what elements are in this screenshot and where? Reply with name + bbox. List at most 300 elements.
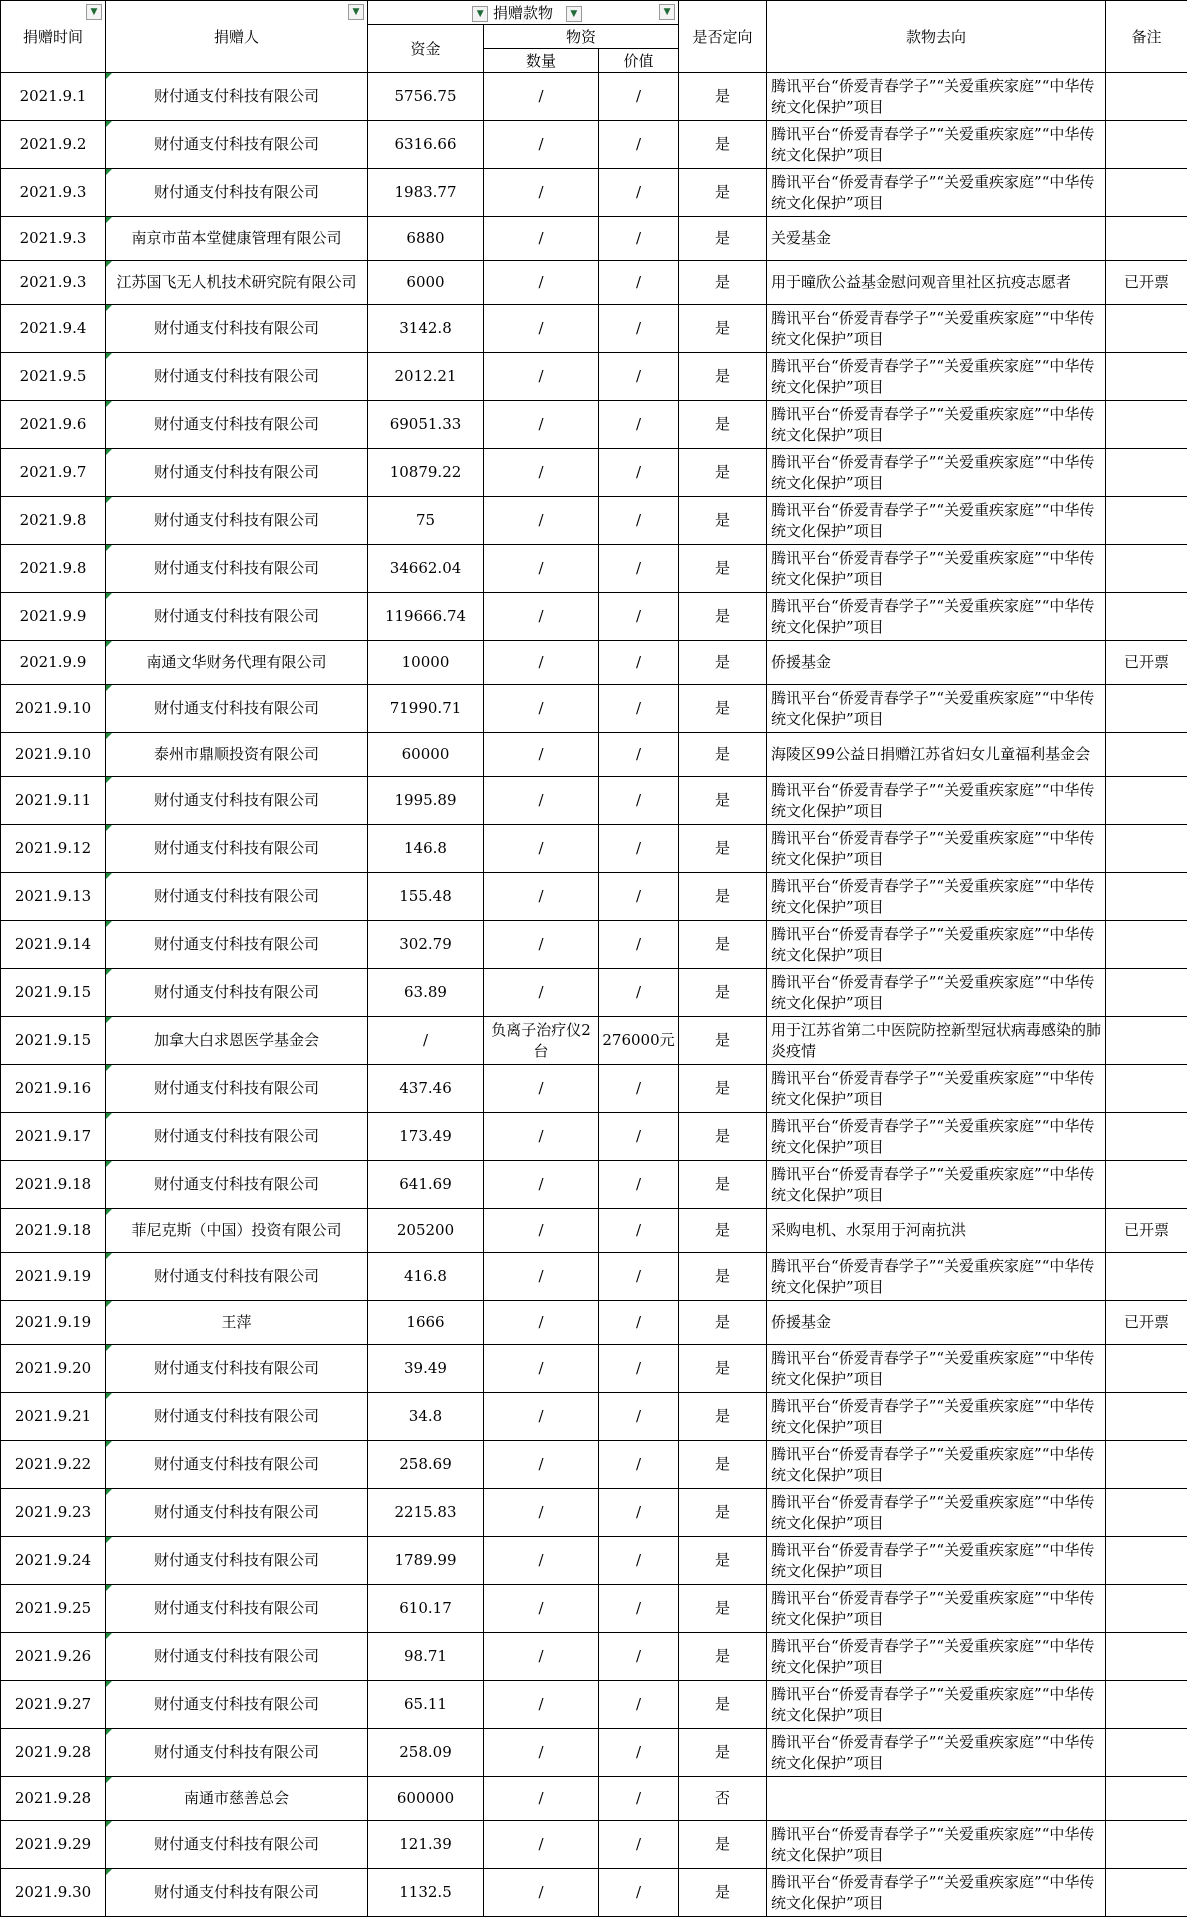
cell-remarks[interactable] <box>1106 1345 1187 1393</box>
cell-value[interactable]: / <box>599 1869 679 1917</box>
cell-value[interactable]: / <box>599 1633 679 1681</box>
cell-remarks[interactable] <box>1106 305 1187 353</box>
cell-value[interactable]: / <box>599 1065 679 1113</box>
cell-quantity[interactable]: / <box>484 873 599 921</box>
cell-date[interactable]: 2021.9.19 <box>1 1253 106 1301</box>
cell-value[interactable]: / <box>599 217 679 261</box>
cell-quantity[interactable]: / <box>484 1301 599 1345</box>
cell-value[interactable]: / <box>599 1777 679 1821</box>
cell-date[interactable]: 2021.9.28 <box>1 1729 106 1777</box>
cell-quantity[interactable]: / <box>484 1729 599 1777</box>
cell-date[interactable]: 2021.9.24 <box>1 1537 106 1585</box>
cell-donor[interactable]: 南通市慈善总会 <box>106 1777 368 1821</box>
cell-funds[interactable]: 69051.33 <box>368 401 484 449</box>
cell-value[interactable]: / <box>599 1345 679 1393</box>
header-value[interactable]: 价值 <box>599 49 679 73</box>
cell-remarks[interactable]: 已开票 <box>1106 261 1187 305</box>
cell-remarks[interactable] <box>1106 1017 1187 1065</box>
cell-funds[interactable]: 10000 <box>368 641 484 685</box>
cell-funds[interactable]: 302.79 <box>368 921 484 969</box>
cell-destination[interactable]: 侨援基金 <box>767 641 1106 685</box>
cell-value[interactable]: / <box>599 73 679 121</box>
cell-value[interactable]: / <box>599 1253 679 1301</box>
cell-destination[interactable]: 腾讯平台“侨爱青春学子”“关爱重疾家庭”“中华传统文化保护”项目 <box>767 1729 1106 1777</box>
cell-donor[interactable]: 财付通支付科技有限公司 <box>106 685 368 733</box>
cell-quantity[interactable]: / <box>484 593 599 641</box>
cell-quantity[interactable]: / <box>484 305 599 353</box>
cell-directed[interactable]: 是 <box>679 733 767 777</box>
header-quantity[interactable]: 数量 <box>484 49 599 73</box>
header-funds[interactable]: 资金 <box>368 25 484 73</box>
cell-quantity[interactable]: / <box>484 1393 599 1441</box>
cell-remarks[interactable] <box>1106 449 1187 497</box>
cell-quantity[interactable]: / <box>484 1161 599 1209</box>
cell-remarks[interactable] <box>1106 1489 1187 1537</box>
cell-quantity[interactable]: / <box>484 1869 599 1917</box>
cell-remarks[interactable] <box>1106 685 1187 733</box>
cell-funds[interactable]: 1789.99 <box>368 1537 484 1585</box>
cell-destination[interactable]: 腾讯平台“侨爱青春学子”“关爱重疾家庭”“中华传统文化保护”项目 <box>767 1065 1106 1113</box>
cell-directed[interactable]: 是 <box>679 1821 767 1869</box>
cell-directed[interactable]: 是 <box>679 1869 767 1917</box>
cell-directed[interactable]: 是 <box>679 1393 767 1441</box>
cell-quantity[interactable]: / <box>484 921 599 969</box>
cell-remarks[interactable]: 已开票 <box>1106 641 1187 685</box>
filter-dropdown-icon[interactable]: ▼ <box>86 4 102 20</box>
cell-funds[interactable]: 63.89 <box>368 969 484 1017</box>
cell-value[interactable]: / <box>599 1821 679 1869</box>
cell-remarks[interactable] <box>1106 825 1187 873</box>
cell-quantity[interactable]: / <box>484 1777 599 1821</box>
cell-remarks[interactable] <box>1106 1729 1187 1777</box>
cell-donor[interactable]: 财付通支付科技有限公司 <box>106 449 368 497</box>
cell-quantity[interactable]: / <box>484 497 599 545</box>
cell-value[interactable]: 276000元 <box>599 1017 679 1065</box>
cell-date[interactable]: 2021.9.7 <box>1 449 106 497</box>
cell-donor[interactable]: 泰州市鼎顺投资有限公司 <box>106 733 368 777</box>
cell-remarks[interactable] <box>1106 1633 1187 1681</box>
cell-directed[interactable]: 是 <box>679 969 767 1017</box>
cell-value[interactable]: / <box>599 545 679 593</box>
cell-funds[interactable]: 1132.5 <box>368 1869 484 1917</box>
cell-funds[interactable]: 98.71 <box>368 1633 484 1681</box>
cell-value[interactable]: / <box>599 825 679 873</box>
cell-donor[interactable]: 财付通支付科技有限公司 <box>106 1489 368 1537</box>
cell-directed[interactable]: 是 <box>679 641 767 685</box>
cell-remarks[interactable] <box>1106 1869 1187 1917</box>
cell-destination[interactable]: 关爱基金 <box>767 217 1106 261</box>
cell-donor[interactable]: 财付通支付科技有限公司 <box>106 777 368 825</box>
cell-value[interactable]: / <box>599 593 679 641</box>
cell-directed[interactable]: 是 <box>679 545 767 593</box>
cell-directed[interactable]: 是 <box>679 261 767 305</box>
cell-destination[interactable]: 采购电机、水泵用于河南抗洪 <box>767 1209 1106 1253</box>
cell-date[interactable]: 2021.9.26 <box>1 1633 106 1681</box>
cell-destination[interactable]: 腾讯平台“侨爱青春学子”“关爱重疾家庭”“中华传统文化保护”项目 <box>767 593 1106 641</box>
cell-date[interactable]: 2021.9.3 <box>1 261 106 305</box>
cell-donor[interactable]: 财付通支付科技有限公司 <box>106 593 368 641</box>
cell-remarks[interactable]: 已开票 <box>1106 1301 1187 1345</box>
cell-funds[interactable]: / <box>368 1017 484 1065</box>
cell-destination[interactable]: 腾讯平台“侨爱青春学子”“关爱重疾家庭”“中华传统文化保护”项目 <box>767 449 1106 497</box>
cell-funds[interactable]: 3142.8 <box>368 305 484 353</box>
cell-quantity[interactable]: / <box>484 1441 599 1489</box>
cell-destination[interactable]: 腾讯平台“侨爱青春学子”“关爱重疾家庭”“中华传统文化保护”项目 <box>767 497 1106 545</box>
cell-quantity[interactable]: / <box>484 641 599 685</box>
cell-quantity[interactable]: / <box>484 261 599 305</box>
cell-remarks[interactable] <box>1106 1821 1187 1869</box>
cell-date[interactable]: 2021.9.23 <box>1 1489 106 1537</box>
cell-destination[interactable]: 腾讯平台“侨爱青春学子”“关爱重疾家庭”“中华传统文化保护”项目 <box>767 1161 1106 1209</box>
cell-donor[interactable]: 财付通支付科技有限公司 <box>106 1065 368 1113</box>
cell-donor[interactable]: 财付通支付科技有限公司 <box>106 1869 368 1917</box>
cell-directed[interactable]: 是 <box>679 1729 767 1777</box>
cell-donor[interactable]: 财付通支付科技有限公司 <box>106 1113 368 1161</box>
cell-quantity[interactable]: / <box>484 1585 599 1633</box>
cell-funds[interactable]: 6000 <box>368 261 484 305</box>
cell-quantity[interactable]: / <box>484 1345 599 1393</box>
cell-value[interactable]: / <box>599 1537 679 1585</box>
cell-destination[interactable] <box>767 1777 1106 1821</box>
cell-destination[interactable]: 用于江苏省第二中医院防控新型冠状病毒感染的肺炎疫情 <box>767 1017 1106 1065</box>
cell-remarks[interactable] <box>1106 169 1187 217</box>
cell-remarks[interactable] <box>1106 121 1187 169</box>
cell-remarks[interactable] <box>1106 1681 1187 1729</box>
cell-value[interactable]: / <box>599 169 679 217</box>
cell-destination[interactable]: 腾讯平台“侨爱青春学子”“关爱重疾家庭”“中华传统文化保护”项目 <box>767 545 1106 593</box>
cell-destination[interactable]: 腾讯平台“侨爱青春学子”“关爱重疾家庭”“中华传统文化保护”项目 <box>767 1821 1106 1869</box>
header-goods[interactable]: 物资 <box>484 25 679 49</box>
cell-value[interactable]: / <box>599 1209 679 1253</box>
cell-value[interactable]: / <box>599 1681 679 1729</box>
cell-date[interactable]: 2021.9.5 <box>1 353 106 401</box>
cell-funds[interactable]: 600000 <box>368 1777 484 1821</box>
cell-date[interactable]: 2021.9.8 <box>1 545 106 593</box>
cell-date[interactable]: 2021.9.21 <box>1 1393 106 1441</box>
cell-directed[interactable]: 是 <box>679 1489 767 1537</box>
cell-quantity[interactable]: / <box>484 969 599 1017</box>
cell-value[interactable]: / <box>599 1729 679 1777</box>
cell-directed[interactable]: 是 <box>679 1633 767 1681</box>
cell-funds[interactable]: 121.39 <box>368 1821 484 1869</box>
cell-date[interactable]: 2021.9.12 <box>1 825 106 873</box>
cell-date[interactable]: 2021.9.13 <box>1 873 106 921</box>
cell-remarks[interactable] <box>1106 777 1187 825</box>
cell-value[interactable]: / <box>599 401 679 449</box>
cell-remarks[interactable] <box>1106 1253 1187 1301</box>
cell-destination[interactable]: 腾讯平台“侨爱青春学子”“关爱重疾家庭”“中华传统文化保护”项目 <box>767 1345 1106 1393</box>
cell-donor[interactable]: 财付通支付科技有限公司 <box>106 1537 368 1585</box>
cell-directed[interactable]: 否 <box>679 1777 767 1821</box>
cell-funds[interactable]: 610.17 <box>368 1585 484 1633</box>
cell-remarks[interactable] <box>1106 1777 1187 1821</box>
cell-destination[interactable]: 腾讯平台“侨爱青春学子”“关爱重疾家庭”“中华传统文化保护”项目 <box>767 969 1106 1017</box>
cell-directed[interactable]: 是 <box>679 825 767 873</box>
filter-dropdown-icon[interactable]: ▼ <box>348 4 364 20</box>
cell-quantity[interactable]: / <box>484 545 599 593</box>
cell-destination[interactable]: 腾讯平台“侨爱青春学子”“关爱重疾家庭”“中华传统文化保护”项目 <box>767 1537 1106 1585</box>
cell-value[interactable]: / <box>599 777 679 825</box>
cell-donor[interactable]: 财付通支付科技有限公司 <box>106 1681 368 1729</box>
cell-directed[interactable]: 是 <box>679 777 767 825</box>
cell-remarks[interactable] <box>1106 1113 1187 1161</box>
cell-destination[interactable]: 腾讯平台“侨爱青春学子”“关爱重疾家庭”“中华传统文化保护”项目 <box>767 1869 1106 1917</box>
header-remarks[interactable]: 备注 <box>1106 1 1187 73</box>
cell-funds[interactable]: 39.49 <box>368 1345 484 1393</box>
cell-date[interactable]: 2021.9.1 <box>1 73 106 121</box>
cell-date[interactable]: 2021.9.8 <box>1 497 106 545</box>
cell-quantity[interactable]: 负离子治疗仪2台 <box>484 1017 599 1065</box>
cell-value[interactable]: / <box>599 305 679 353</box>
cell-funds[interactable]: 6316.66 <box>368 121 484 169</box>
cell-remarks[interactable] <box>1106 1065 1187 1113</box>
cell-date[interactable]: 2021.9.19 <box>1 1301 106 1345</box>
cell-destination[interactable]: 腾讯平台“侨爱青春学子”“关爱重疾家庭”“中华传统文化保护”项目 <box>767 1489 1106 1537</box>
cell-funds[interactable]: 416.8 <box>368 1253 484 1301</box>
cell-donor[interactable]: 财付通支付科技有限公司 <box>106 497 368 545</box>
cell-directed[interactable]: 是 <box>679 593 767 641</box>
cell-funds[interactable]: 1995.89 <box>368 777 484 825</box>
cell-value[interactable]: / <box>599 921 679 969</box>
cell-remarks[interactable] <box>1106 497 1187 545</box>
header-directed[interactable]: 是否定向 <box>679 1 767 73</box>
cell-directed[interactable]: 是 <box>679 1681 767 1729</box>
cell-donor[interactable]: 财付通支付科技有限公司 <box>106 73 368 121</box>
cell-funds[interactable]: 6880 <box>368 217 484 261</box>
cell-directed[interactable]: 是 <box>679 1017 767 1065</box>
cell-donor[interactable]: 财付通支付科技有限公司 <box>106 1821 368 1869</box>
cell-donor[interactable]: 财付通支付科技有限公司 <box>106 1161 368 1209</box>
cell-directed[interactable]: 是 <box>679 169 767 217</box>
cell-directed[interactable]: 是 <box>679 1301 767 1345</box>
cell-funds[interactable]: 71990.71 <box>368 685 484 733</box>
cell-date[interactable]: 2021.9.17 <box>1 1113 106 1161</box>
cell-donor[interactable]: 财付通支付科技有限公司 <box>106 305 368 353</box>
cell-donor[interactable]: 财付通支付科技有限公司 <box>106 1729 368 1777</box>
cell-value[interactable]: / <box>599 1393 679 1441</box>
cell-remarks[interactable] <box>1106 73 1187 121</box>
cell-donor[interactable]: 王萍 <box>106 1301 368 1345</box>
cell-remarks[interactable] <box>1106 545 1187 593</box>
cell-remarks[interactable] <box>1106 217 1187 261</box>
cell-destination[interactable]: 腾讯平台“侨爱青春学子”“关爱重疾家庭”“中华传统文化保护”项目 <box>767 169 1106 217</box>
cell-date[interactable]: 2021.9.10 <box>1 685 106 733</box>
cell-funds[interactable]: 2012.21 <box>368 353 484 401</box>
filter-dropdown-icon[interactable]: ▼ <box>659 4 675 20</box>
cell-quantity[interactable]: / <box>484 1113 599 1161</box>
cell-directed[interactable]: 是 <box>679 685 767 733</box>
cell-funds[interactable]: 10879.22 <box>368 449 484 497</box>
cell-directed[interactable]: 是 <box>679 1537 767 1585</box>
filter-dropdown-icon[interactable]: ▼ <box>472 6 488 22</box>
cell-directed[interactable]: 是 <box>679 873 767 921</box>
cell-funds[interactable]: 205200 <box>368 1209 484 1253</box>
cell-quantity[interactable]: / <box>484 121 599 169</box>
cell-quantity[interactable]: / <box>484 169 599 217</box>
cell-donor[interactable]: 财付通支付科技有限公司 <box>106 1253 368 1301</box>
cell-date[interactable]: 2021.9.27 <box>1 1681 106 1729</box>
cell-value[interactable]: / <box>599 1301 679 1345</box>
cell-quantity[interactable]: / <box>484 685 599 733</box>
cell-date[interactable]: 2021.9.3 <box>1 169 106 217</box>
cell-destination[interactable]: 腾讯平台“侨爱青春学子”“关爱重疾家庭”“中华传统文化保护”项目 <box>767 825 1106 873</box>
cell-destination[interactable]: 腾讯平台“侨爱青春学子”“关爱重疾家庭”“中华传统文化保护”项目 <box>767 1441 1106 1489</box>
cell-directed[interactable]: 是 <box>679 1209 767 1253</box>
cell-value[interactable]: / <box>599 121 679 169</box>
cell-donor[interactable]: 财付通支付科技有限公司 <box>106 545 368 593</box>
cell-value[interactable]: / <box>599 1161 679 1209</box>
cell-date[interactable]: 2021.9.9 <box>1 641 106 685</box>
cell-directed[interactable]: 是 <box>679 449 767 497</box>
cell-funds[interactable]: 34.8 <box>368 1393 484 1441</box>
cell-remarks[interactable] <box>1106 593 1187 641</box>
cell-date[interactable]: 2021.9.4 <box>1 305 106 353</box>
cell-date[interactable]: 2021.9.9 <box>1 593 106 641</box>
cell-quantity[interactable]: / <box>484 1633 599 1681</box>
cell-destination[interactable]: 腾讯平台“侨爱青春学子”“关爱重疾家庭”“中华传统文化保护”项目 <box>767 121 1106 169</box>
cell-directed[interactable]: 是 <box>679 73 767 121</box>
cell-donor[interactable]: 财付通支付科技有限公司 <box>106 1633 368 1681</box>
cell-funds[interactable]: 34662.04 <box>368 545 484 593</box>
cell-directed[interactable]: 是 <box>679 1065 767 1113</box>
cell-quantity[interactable]: / <box>484 1681 599 1729</box>
cell-directed[interactable]: 是 <box>679 401 767 449</box>
cell-directed[interactable]: 是 <box>679 1113 767 1161</box>
cell-quantity[interactable]: / <box>484 217 599 261</box>
cell-directed[interactable]: 是 <box>679 217 767 261</box>
cell-value[interactable]: / <box>599 733 679 777</box>
cell-destination[interactable]: 海陵区99公益日捐赠江苏省妇女儿童福利基金会 <box>767 733 1106 777</box>
cell-value[interactable]: / <box>599 449 679 497</box>
header-donation-group[interactable]: ▼ 捐赠款物 ▼ ▼ <box>368 1 679 25</box>
cell-quantity[interactable]: / <box>484 401 599 449</box>
cell-quantity[interactable]: / <box>484 1065 599 1113</box>
cell-destination[interactable]: 腾讯平台“侨爱青春学子”“关爱重疾家庭”“中华传统文化保护”项目 <box>767 401 1106 449</box>
cell-donor[interactable]: 财付通支付科技有限公司 <box>106 401 368 449</box>
cell-destination[interactable]: 腾讯平台“侨爱青春学子”“关爱重疾家庭”“中华传统文化保护”项目 <box>767 73 1106 121</box>
cell-quantity[interactable]: / <box>484 777 599 825</box>
cell-quantity[interactable]: / <box>484 1821 599 1869</box>
cell-date[interactable]: 2021.9.30 <box>1 1869 106 1917</box>
cell-quantity[interactable]: / <box>484 73 599 121</box>
cell-donor[interactable]: 财付通支付科技有限公司 <box>106 921 368 969</box>
cell-destination[interactable]: 腾讯平台“侨爱青春学子”“关爱重疾家庭”“中华传统文化保护”项目 <box>767 305 1106 353</box>
cell-date[interactable]: 2021.9.2 <box>1 121 106 169</box>
cell-funds[interactable]: 119666.74 <box>368 593 484 641</box>
cell-date[interactable]: 2021.9.15 <box>1 1017 106 1065</box>
cell-value[interactable]: / <box>599 353 679 401</box>
cell-donor[interactable]: 财付通支付科技有限公司 <box>106 169 368 217</box>
cell-funds[interactable]: 146.8 <box>368 825 484 873</box>
cell-value[interactable]: / <box>599 1441 679 1489</box>
cell-value[interactable]: / <box>599 497 679 545</box>
cell-directed[interactable]: 是 <box>679 497 767 545</box>
cell-quantity[interactable]: / <box>484 449 599 497</box>
cell-remarks[interactable]: 已开票 <box>1106 1209 1187 1253</box>
cell-date[interactable]: 2021.9.18 <box>1 1209 106 1253</box>
cell-quantity[interactable]: / <box>484 1489 599 1537</box>
cell-date[interactable]: 2021.9.22 <box>1 1441 106 1489</box>
cell-remarks[interactable] <box>1106 1161 1187 1209</box>
cell-destination[interactable]: 腾讯平台“侨爱青春学子”“关爱重疾家庭”“中华传统文化保护”项目 <box>767 1585 1106 1633</box>
cell-destination[interactable]: 腾讯平台“侨爱青春学子”“关爱重疾家庭”“中华传统文化保护”项目 <box>767 1113 1106 1161</box>
cell-donor[interactable]: 南通文华财务代理有限公司 <box>106 641 368 685</box>
cell-destination[interactable]: 腾讯平台“侨爱青春学子”“关爱重疾家庭”“中华传统文化保护”项目 <box>767 1393 1106 1441</box>
cell-remarks[interactable] <box>1106 401 1187 449</box>
cell-quantity[interactable]: / <box>484 353 599 401</box>
cell-destination[interactable]: 腾讯平台“侨爱青春学子”“关爱重疾家庭”“中华传统文化保护”项目 <box>767 685 1106 733</box>
cell-funds[interactable]: 258.69 <box>368 1441 484 1489</box>
cell-date[interactable]: 2021.9.6 <box>1 401 106 449</box>
cell-date[interactable]: 2021.9.18 <box>1 1161 106 1209</box>
cell-quantity[interactable]: / <box>484 825 599 873</box>
cell-funds[interactable]: 258.09 <box>368 1729 484 1777</box>
header-donor[interactable]: ▼ 捐赠人 <box>106 1 368 73</box>
cell-funds[interactable]: 2215.83 <box>368 1489 484 1537</box>
cell-destination[interactable]: 腾讯平台“侨爱青春学子”“关爱重疾家庭”“中华传统文化保护”项目 <box>767 1633 1106 1681</box>
cell-date[interactable]: 2021.9.28 <box>1 1777 106 1821</box>
cell-funds[interactable]: 1666 <box>368 1301 484 1345</box>
filter-dropdown-icon[interactable]: ▼ <box>566 6 582 22</box>
cell-value[interactable]: / <box>599 1585 679 1633</box>
cell-value[interactable]: / <box>599 1489 679 1537</box>
cell-funds[interactable]: 1983.77 <box>368 169 484 217</box>
cell-directed[interactable]: 是 <box>679 1161 767 1209</box>
cell-date[interactable]: 2021.9.20 <box>1 1345 106 1393</box>
cell-donor[interactable]: 财付通支付科技有限公司 <box>106 969 368 1017</box>
cell-remarks[interactable] <box>1106 921 1187 969</box>
cell-date[interactable]: 2021.9.29 <box>1 1821 106 1869</box>
cell-remarks[interactable] <box>1106 353 1187 401</box>
cell-remarks[interactable] <box>1106 1585 1187 1633</box>
cell-directed[interactable]: 是 <box>679 121 767 169</box>
cell-date[interactable]: 2021.9.15 <box>1 969 106 1017</box>
cell-funds[interactable]: 5756.75 <box>368 73 484 121</box>
cell-date[interactable]: 2021.9.10 <box>1 733 106 777</box>
cell-remarks[interactable] <box>1106 1441 1187 1489</box>
cell-destination[interactable]: 腾讯平台“侨爱青春学子”“关爱重疾家庭”“中华传统文化保护”项目 <box>767 777 1106 825</box>
cell-donor[interactable]: 财付通支付科技有限公司 <box>106 353 368 401</box>
cell-remarks[interactable] <box>1106 733 1187 777</box>
cell-destination[interactable]: 侨援基金 <box>767 1301 1106 1345</box>
cell-quantity[interactable]: / <box>484 1537 599 1585</box>
cell-destination[interactable]: 用于曈欣公益基金慰问观音里社区抗疫志愿者 <box>767 261 1106 305</box>
cell-funds[interactable]: 155.48 <box>368 873 484 921</box>
cell-directed[interactable]: 是 <box>679 1585 767 1633</box>
cell-directed[interactable]: 是 <box>679 1345 767 1393</box>
cell-directed[interactable]: 是 <box>679 1441 767 1489</box>
cell-value[interactable]: / <box>599 685 679 733</box>
cell-donor[interactable]: 财付通支付科技有限公司 <box>106 121 368 169</box>
header-destination[interactable]: 款物去向 <box>767 1 1106 73</box>
cell-funds[interactable]: 641.69 <box>368 1161 484 1209</box>
cell-donor[interactable]: 财付通支付科技有限公司 <box>106 1345 368 1393</box>
cell-remarks[interactable] <box>1106 969 1187 1017</box>
cell-value[interactable]: / <box>599 969 679 1017</box>
cell-remarks[interactable] <box>1106 873 1187 921</box>
cell-donor[interactable]: 加拿大白求恩医学基金会 <box>106 1017 368 1065</box>
cell-remarks[interactable] <box>1106 1537 1187 1585</box>
cell-destination[interactable]: 腾讯平台“侨爱青春学子”“关爱重疾家庭”“中华传统文化保护”项目 <box>767 873 1106 921</box>
cell-date[interactable]: 2021.9.14 <box>1 921 106 969</box>
cell-quantity[interactable]: / <box>484 1253 599 1301</box>
cell-donor[interactable]: 菲尼克斯（中国）投资有限公司 <box>106 1209 368 1253</box>
cell-donor[interactable]: 江苏国飞无人机技术研究院有限公司 <box>106 261 368 305</box>
cell-funds[interactable]: 75 <box>368 497 484 545</box>
cell-quantity[interactable]: / <box>484 1209 599 1253</box>
cell-directed[interactable]: 是 <box>679 1253 767 1301</box>
cell-donor[interactable]: 财付通支付科技有限公司 <box>106 1441 368 1489</box>
